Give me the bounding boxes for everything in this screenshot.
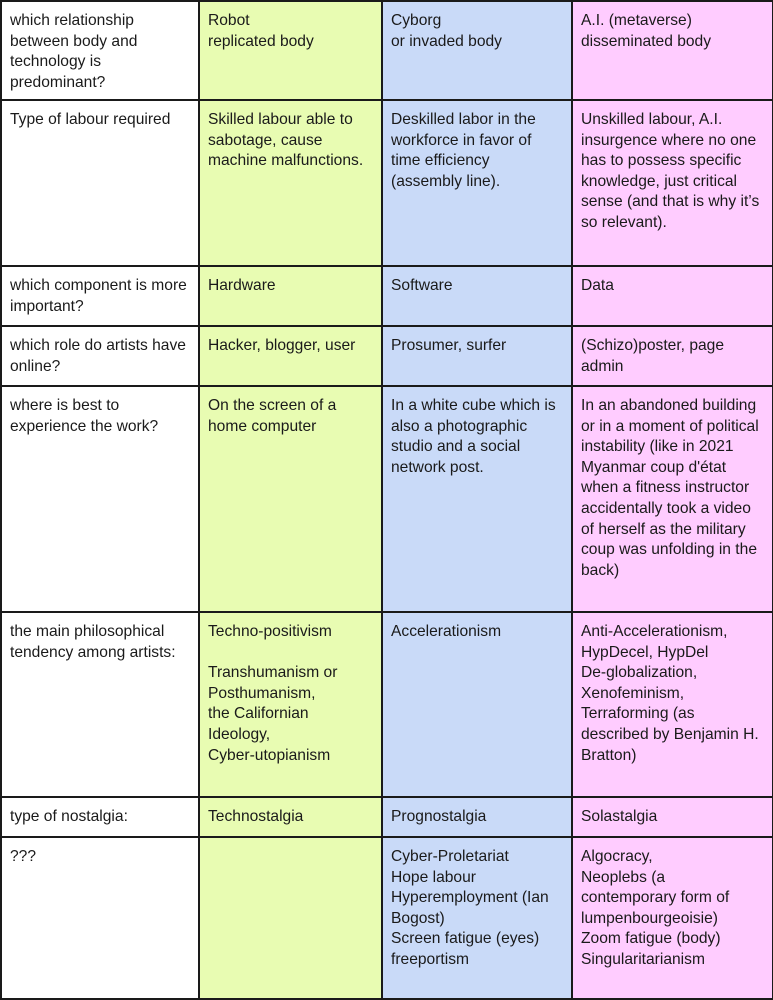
robot-cell: Hardware	[199, 266, 382, 326]
cyborg-cell: In a white cube which is also a photographic studio and a social network post.	[382, 386, 572, 612]
question-cell: which role do artists have online?	[1, 326, 199, 386]
ai-cell: A.I. (metaverse) disseminated body	[572, 1, 773, 100]
robot-cell: Technostalgia	[199, 797, 382, 837]
ai-cell: In an abandoned building or in a moment of political instability (like in 2021 Myanmar coup d'état when a fitness instructor accidentally took a video of herself as the military coup was unfolding in the back)	[572, 386, 773, 612]
robot-cell: Techno-positivism Transhumanism or Posthumanism, the Californian Ideology, Cyber-utopianism	[199, 612, 382, 797]
table-row	[1, 797, 773, 837]
robot-cell: Robot replicated body	[199, 1, 382, 100]
cyborg-cell: Prosumer, surfer	[382, 326, 572, 386]
ai-cell: Solastalgia	[572, 797, 773, 837]
cyborg-cell: Cyborg or invaded body	[382, 1, 572, 100]
table-row	[1, 326, 773, 386]
ai-cell: (Schizo)poster, page admin	[572, 326, 773, 386]
table-row	[1, 612, 773, 797]
cyborg-cell: Prognostalgia	[382, 797, 572, 837]
ai-cell: Unskilled labour, A.I. insurgence where no one has to possess specific knowledge, just critical sense (and that is why it’s so relevant).	[572, 100, 773, 266]
question-cell: the main philosophical tendency among artists:	[1, 612, 199, 797]
table-row	[1, 1, 773, 100]
cyborg-cell: Deskilled labor in the workforce in favor of time efficiency (assembly line).	[382, 100, 572, 266]
question-cell: Type of labour required	[1, 100, 199, 266]
table-row	[1, 386, 773, 612]
question-cell: which relationship between body and technology is predominant?	[1, 1, 199, 100]
question-cell: which component is more important?	[1, 266, 199, 326]
ai-cell: Algocracy, Neoplebs (a contemporary form of lumpenbourgeoisie) Zoom fatigue (body) Singularitarianism	[572, 837, 773, 999]
robot-cell: Hacker, blogger, user	[199, 326, 382, 386]
ai-cell: Anti-Accelerationism, HypDecel, HypDel De-globalization, Xenofeminism, Terraforming (as described by Benjamin H. Bratton)	[572, 612, 773, 797]
question-cell: ???	[1, 837, 199, 999]
cyborg-cell: Accelerationism	[382, 612, 572, 797]
question-cell: where is best to experience the work?	[1, 386, 199, 612]
robot-cell	[199, 837, 382, 999]
cyborg-cell: Software	[382, 266, 572, 326]
table-row	[1, 100, 773, 266]
robot-cell: On the screen of a home computer	[199, 386, 382, 612]
question-cell: type of nostalgia:	[1, 797, 199, 837]
robot-cell: Skilled labour able to sabotage, cause machine malfunctions.	[199, 100, 382, 266]
ai-cell: Data	[572, 266, 773, 326]
table-row	[1, 837, 773, 999]
cyborg-cell: Cyber-Proletariat Hope labour Hyperemployment (Ian Bogost) Screen fatigue (eyes) freeportism	[382, 837, 572, 999]
table-row	[1, 266, 773, 326]
